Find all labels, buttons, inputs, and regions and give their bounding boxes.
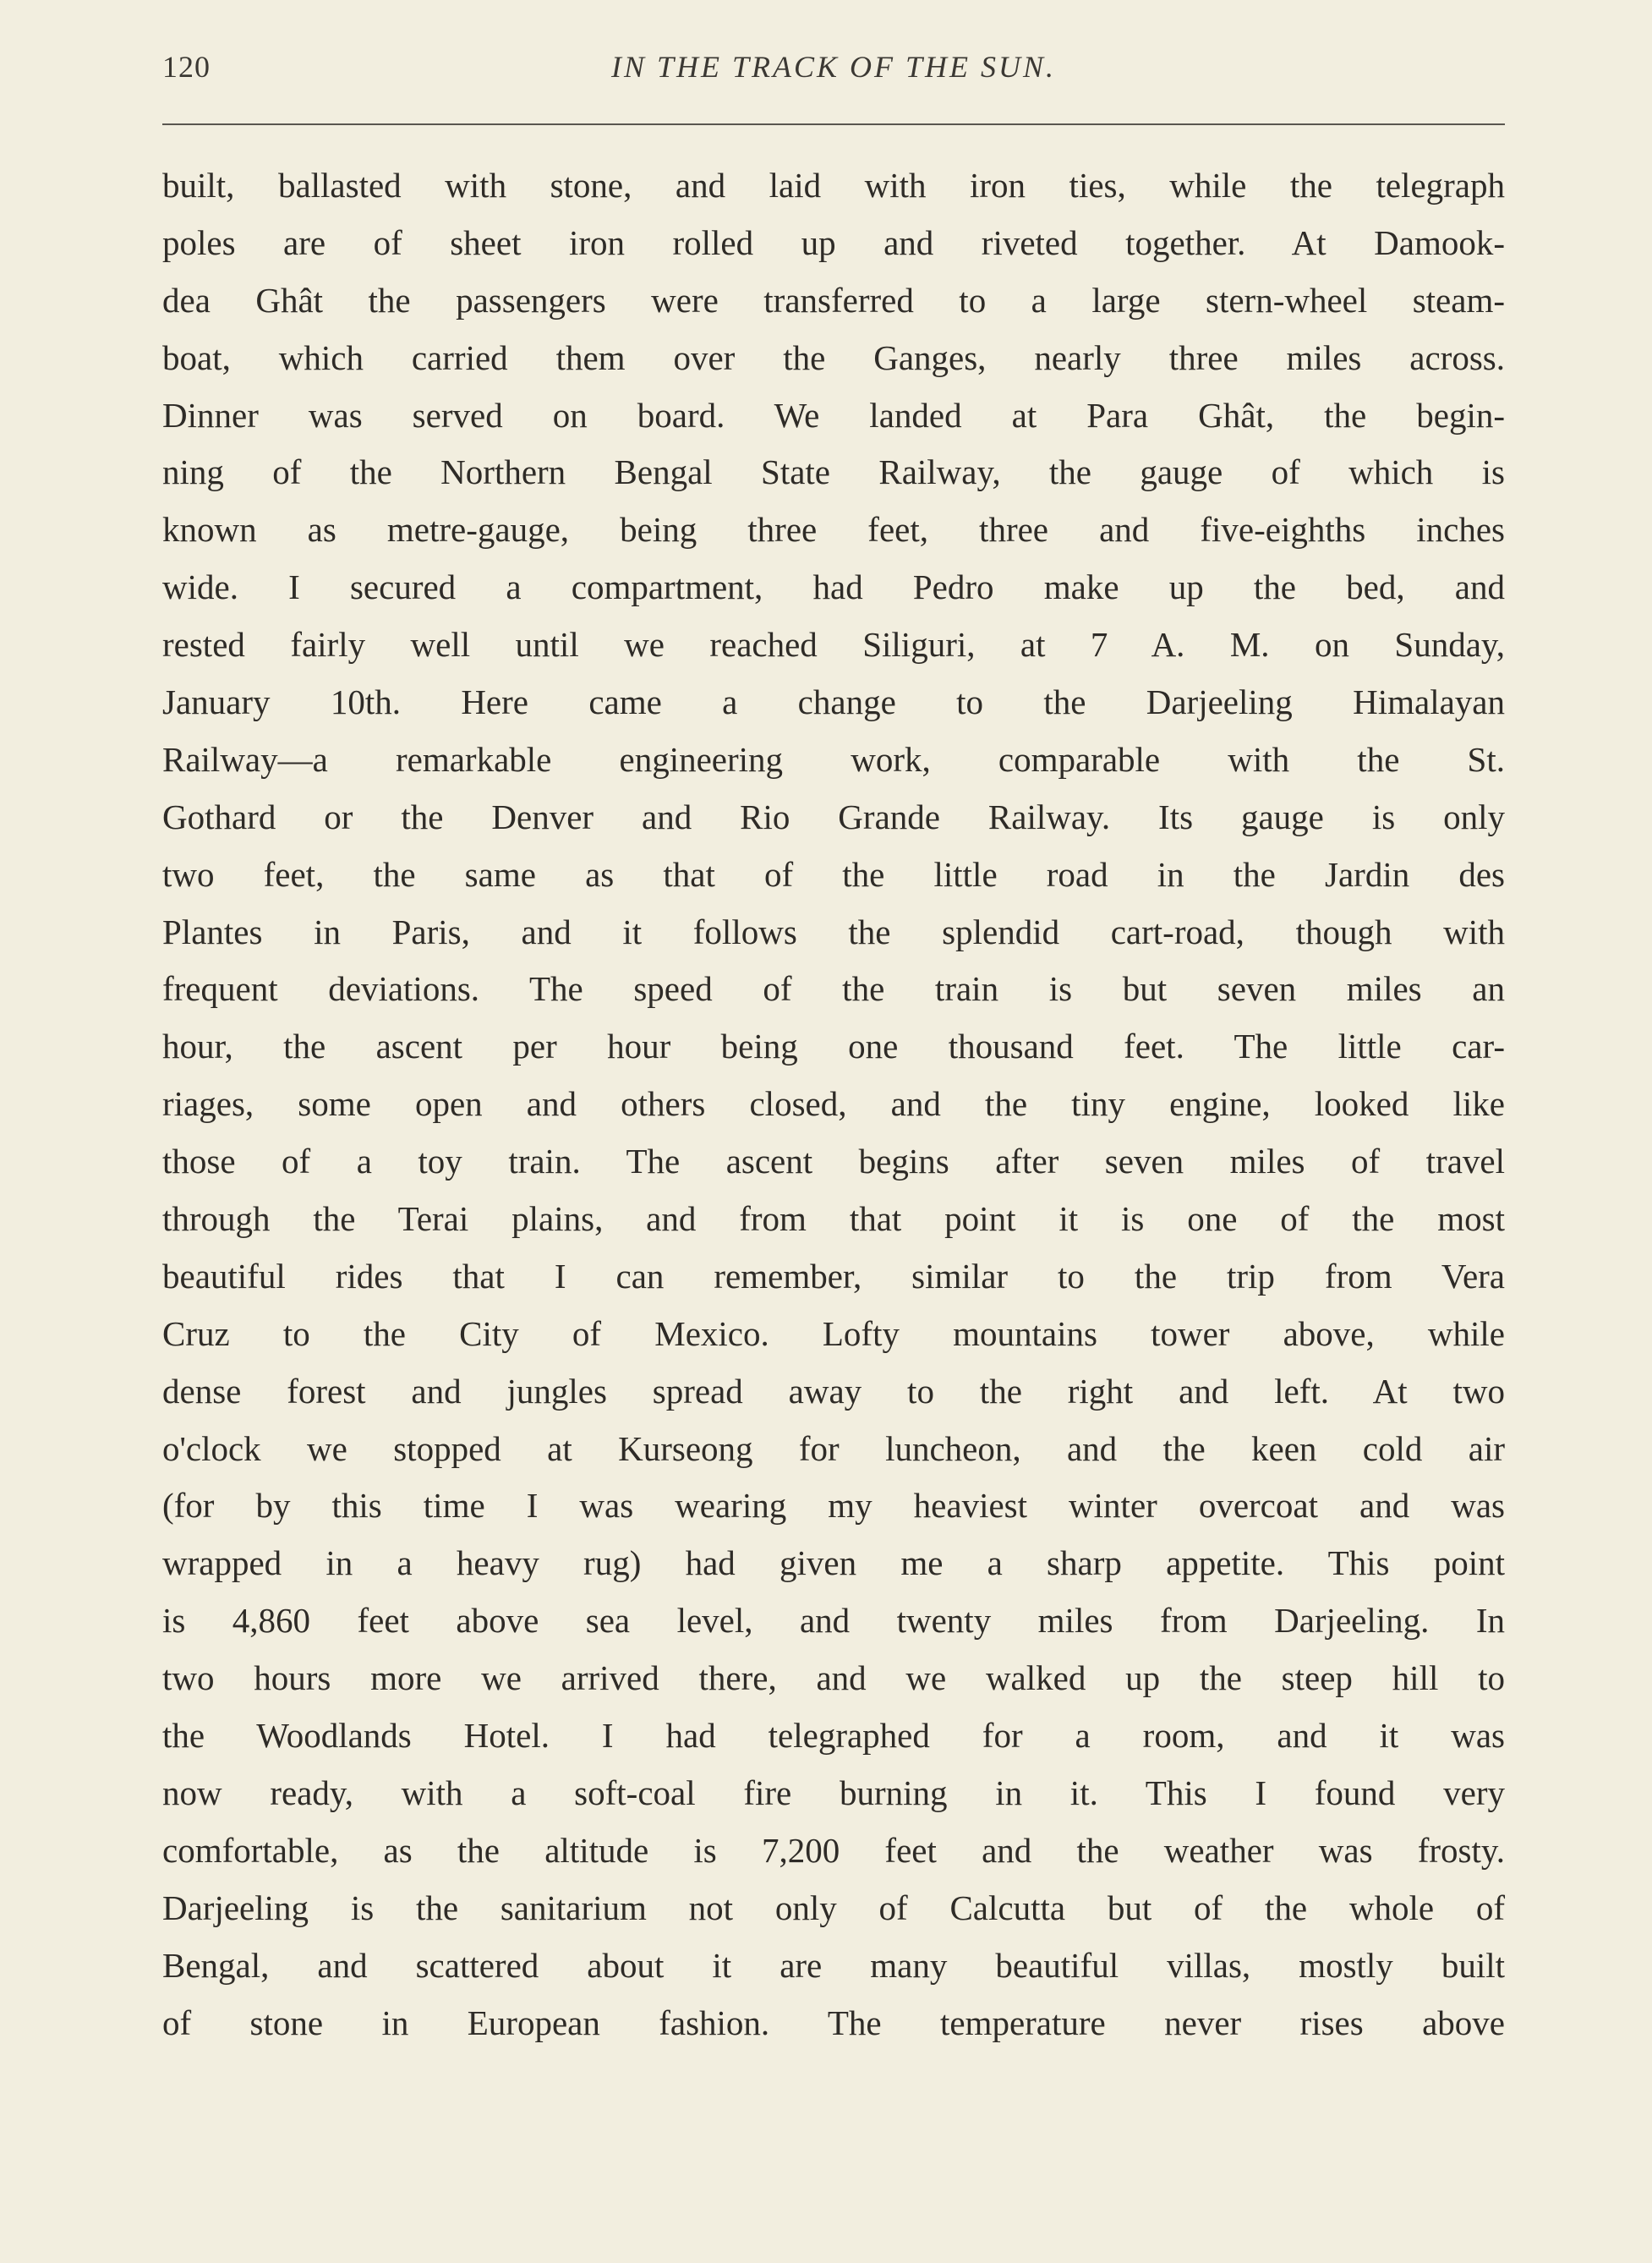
text-line: Darjeeling is the sanitarium not only of Calcutta but of the whole of xyxy=(162,1888,1505,1927)
text-line: of stone in European fashion. The temperature never rises above xyxy=(162,2003,1505,2042)
text-line: is 4,860 feet above sea level, and twenty miles from Darjeeling. In xyxy=(162,1601,1505,1641)
text-line: wide. I secured a compartment, had Pedro make up the bed, and xyxy=(162,567,1505,607)
text-line: Railway—a remarkable engineering work, comparable with the St. xyxy=(162,739,1505,779)
text-line: poles are of sheet iron rolled up and riveted together. At Damook- xyxy=(162,222,1505,262)
text-line: boat, which carried them over the Ganges, nearly three miles across. xyxy=(162,337,1505,377)
text-line: built, ballasted with stone, and laid with iron ties, while the telegraph xyxy=(162,166,1505,205)
running-head xyxy=(162,49,1505,96)
text-line: rested fairly well until we reached Siliguri, at 7 A. M. on Sunday, xyxy=(162,625,1505,665)
text-line: dea Ghât the passengers were transferred to a large stern-wheel steam- xyxy=(162,280,1505,320)
text-line: those of a toy train. The ascent begins after seven miles of travel xyxy=(162,1142,1505,1181)
text-line: beautiful rides that I can remember, similar to the trip from Vera xyxy=(162,1256,1505,1296)
text-line: January 10th. Here came a change to the Darjeeling Himalayan xyxy=(162,682,1505,722)
text-line: known as metre-gauge, being three feet, three and five-eighths inches xyxy=(162,510,1505,550)
text-line: two feet, the same as that of the little road in the Jardin des xyxy=(162,854,1505,894)
text-line: Dinner was served on board. We landed at Para Ghât, the begin- xyxy=(162,395,1505,435)
text-line: wrapped in a heavy rug) had given me a sharp appetite. This point xyxy=(162,1543,1505,1583)
text-line: two hours more we arrived there, and we walked up the steep hill to xyxy=(162,1658,1505,1698)
text-line: dense forest and jungles spread away to the right and left. At two xyxy=(162,1371,1505,1411)
text-line: ning of the Northern Bengal State Railway, the gauge of which is xyxy=(162,452,1505,492)
running-title: IN THE TRACK OF THE SUN. xyxy=(610,50,1057,84)
text-line: hour, the ascent per hour being one thousand feet. The little car- xyxy=(162,1027,1505,1066)
header-rule xyxy=(162,123,1505,125)
text-line: frequent deviations. The speed of the train is but seven miles an xyxy=(162,969,1505,1009)
text-line: the Woodlands Hotel. I had telegraphed for a room, and it was xyxy=(162,1716,1505,1756)
text-line: Plantes in Paris, and it follows the splendid cart-road, though with xyxy=(162,912,1505,951)
text-line: Gothard or the Denver and Rio Grande Railway. Its gauge is only xyxy=(162,797,1505,836)
text-line: through the Terai plains, and from that point it is one of the most xyxy=(162,1199,1505,1239)
text-line: comfortable, as the altitude is 7,200 feet and the weather was frosty. xyxy=(162,1830,1505,1870)
text-line: (for by this time I was wearing my heaviest winter overcoat and was xyxy=(162,1486,1505,1526)
text-line: now ready, with a soft-coal fire burning in it. This I found very xyxy=(162,1773,1505,1812)
page-number: 120 xyxy=(162,50,211,84)
text-line: Cruz to the City of Mexico. Lofty mountains tower above, while xyxy=(162,1313,1505,1353)
text-line: o'clock we stopped at Kurseong for luncheon, and the keen cold air xyxy=(162,1428,1505,1468)
body-text xyxy=(162,157,1505,2052)
text-line: riages, some open and others closed, and the tiny engine, looked like xyxy=(162,1084,1505,1124)
text-line: Bengal, and scattered about it are many beautiful villas, mostly built xyxy=(162,1945,1505,1985)
